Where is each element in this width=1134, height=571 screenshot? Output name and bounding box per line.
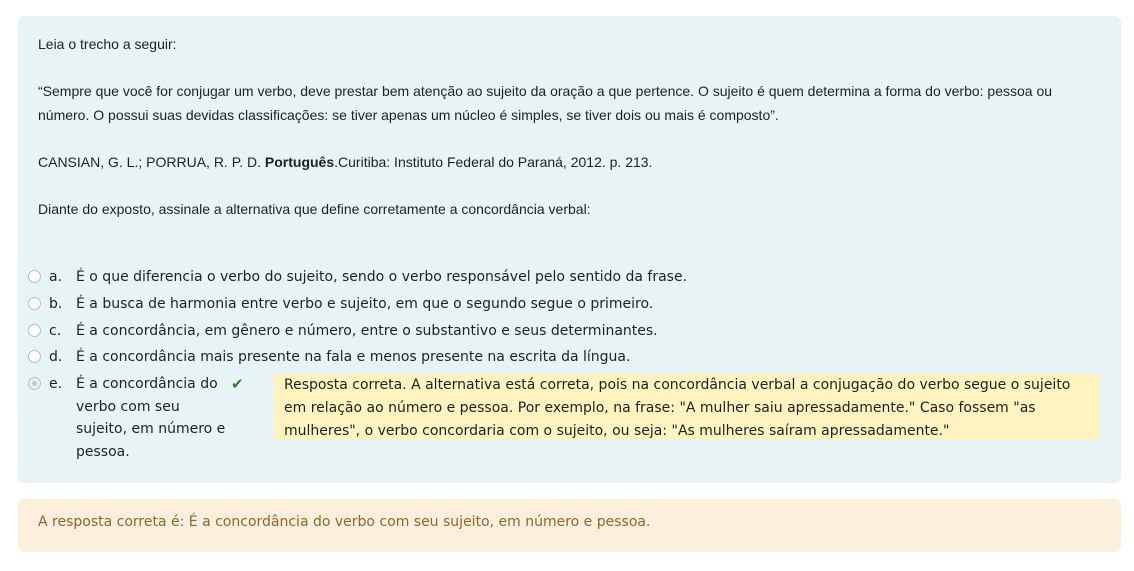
citation-authors: CANSIAN, G. L.; PORRUA, R. P. D. — [38, 154, 265, 170]
question-prompt: Diante do exposto, assinale a alternativa que define corretamente a concordância verbal: — [38, 201, 591, 217]
option-letter: c. — [49, 323, 62, 339]
check-icon: ✔ — [231, 375, 244, 393]
option-text: É o que diferencia o verbo do sujeito, sendo o verbo responsável pelo sentido da frase. — [76, 269, 688, 285]
option-text: É a concordância, em gênero e número, entre o substantivo e seus determinantes. — [76, 323, 658, 339]
right-answer-text: A resposta correta é: É a concordância do verbo com seu sujeito, em número e pessoa. — [38, 514, 651, 530]
radio-button-e[interactable] — [28, 377, 41, 390]
question-text — [38, 32, 1101, 221]
radio-button-d[interactable] — [28, 350, 41, 363]
feedback-box — [274, 374, 1100, 440]
question-quote: “Sempre que você for conjugar um verbo, deve prestar bem atenção ao sujeito da oração a que pertence. O sujeito é quem determina a forma do verbo: pessoa ou número. O possui suas devidas classificações: se tiver apenas um núcleo é simples, se tiver dois ou mais é composto”. — [38, 83, 1053, 123]
option-letter: e. — [49, 376, 63, 392]
radio-button-a[interactable] — [28, 270, 41, 283]
question-intro: Leia o trecho a seguir: — [38, 36, 177, 52]
option-text: É a concordância mais presente na fala e menos presente na escrita da língua. — [76, 349, 631, 365]
option-text: É a concordância do verbo com seu sujeito, em número e pessoa. — [76, 376, 226, 460]
option-letter: a. — [49, 269, 63, 285]
feedback-text: Resposta correta. A alternativa está correta, pois na concordância verbal a conjugação do verbo segue o sujeito em relação ao número e pessoa. Por exemplo, na frase: "A mulher saiu apressadamente." Caso fossem "as mulheres", o verbo concordaria com o sujeito, ou seja: "As mulheres saíram apressadamente." — [284, 377, 1071, 439]
option-letter: d. — [49, 349, 63, 365]
option-letter: b. — [49, 296, 63, 312]
right-answer-box — [18, 499, 1121, 552]
question-citation — [38, 150, 1101, 174]
citation-publisher: .Curitiba: Instituto Federal do Paraná, 2012. p. 213. — [334, 154, 653, 170]
citation-title: Português — [264, 154, 335, 170]
radio-button-b[interactable] — [28, 297, 41, 310]
radio-button-c[interactable] — [28, 324, 41, 337]
option-text: É a busca de harmonia entre verbo e sujeito, em que o segundo segue o primeiro. — [76, 296, 654, 312]
